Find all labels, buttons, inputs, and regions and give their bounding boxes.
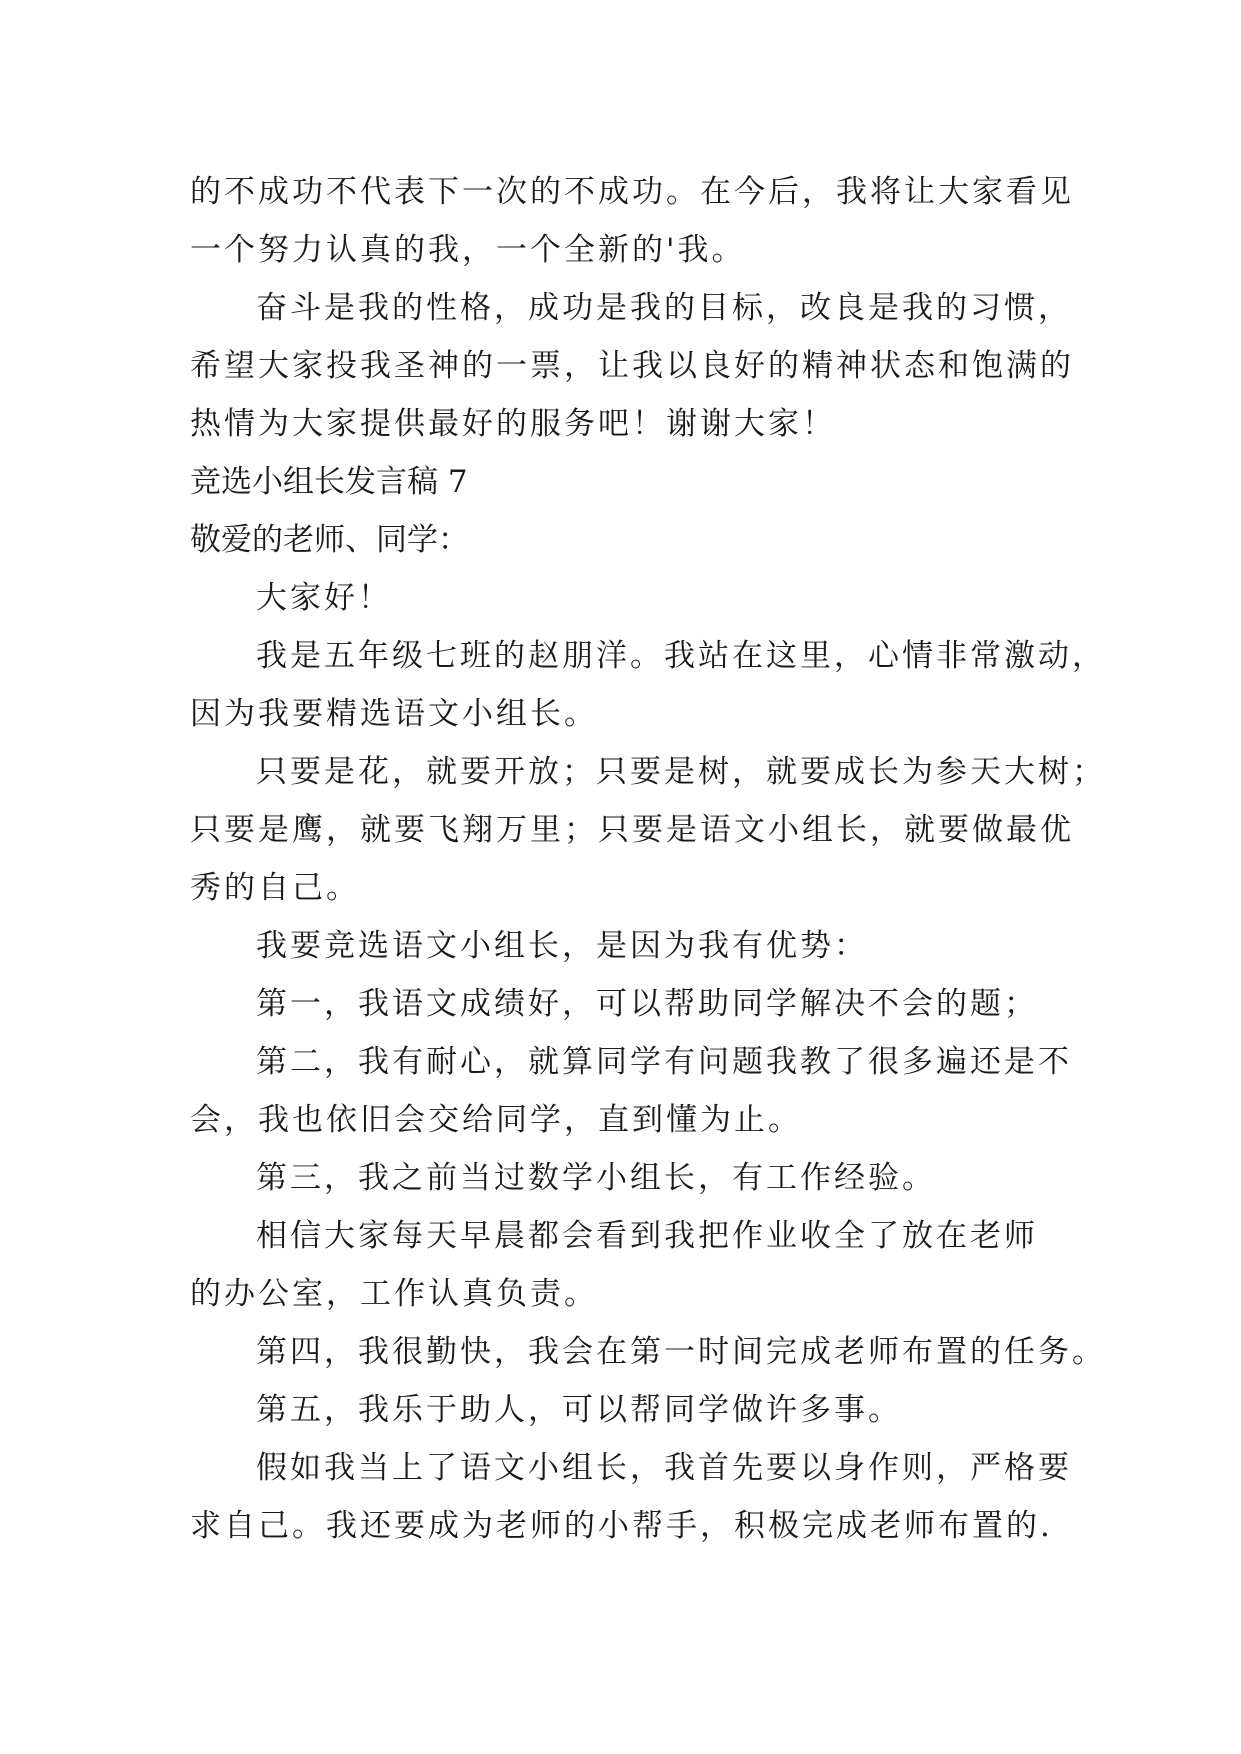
text-line: 只要是花，就要开放；只要是树，就要成长为参天大树； (256, 754, 1106, 790)
text-line: 秀的自己。 (190, 870, 360, 906)
text-line: 第三，我之前当过数学小组长，有工作经验。 (256, 1160, 936, 1196)
text-line: 第二，我有耐心，就算同学有问题我教了很多遍还是不 (256, 1044, 1072, 1080)
text-line: 奋斗是我的性格，成功是我的目标，改良是我的习惯， (256, 290, 1072, 326)
text-line: 我是五年级七班的赵朋洋。我站在这里，心情非常激动， (256, 638, 1106, 674)
text-line: 第一，我语文成绩好，可以帮助同学解决不会的题； (256, 986, 1038, 1022)
text-line: 的不成功不代表下一次的不成功。在今后，我将让大家看见 (190, 174, 1074, 210)
text-line: 第四，我很勤快，我会在第一时间完成老师布置的任务。 (256, 1334, 1106, 1370)
section-heading: 竞选小组长发言稿 7 (190, 464, 468, 500)
text-line: 我要竞选语文小组长，是因为我有优势： (256, 928, 868, 964)
text-line: 求自己。我还要成为老师的小帮手，积极完成老师布置的. (190, 1508, 1053, 1544)
text-line: 会，我也依旧会交给同学，直到懂为止。 (190, 1102, 802, 1138)
greeting: 大家好！ (256, 580, 392, 616)
text-line: 第五，我乐于助人，可以帮同学做许多事。 (256, 1392, 902, 1428)
text-line: 只要是鹰，就要飞翔万里；只要是语文小组长，就要做最优 (190, 812, 1074, 848)
text-line: 因为我要精选语文小组长。 (190, 696, 598, 732)
text-line: 一个努力认真的我，一个全新的'我。 (190, 232, 746, 268)
salutation: 敬爱的老师、同学： (190, 522, 469, 558)
document-body (190, 163, 1106, 1555)
text-line: 热情为大家提供最好的服务吧！谢谢大家！ (190, 406, 836, 442)
text-line: 相信大家每天早晨都会看到我把作业收全了放在老师 (256, 1218, 1038, 1254)
text-line: 希望大家投我圣神的一票，让我以良好的精神状态和饱满的 (190, 348, 1074, 384)
text-line: 的办公室，工作认真负责。 (190, 1276, 598, 1312)
text-line: 假如我当上了语文小组长，我首先要以身作则，严格要 (256, 1450, 1072, 1486)
